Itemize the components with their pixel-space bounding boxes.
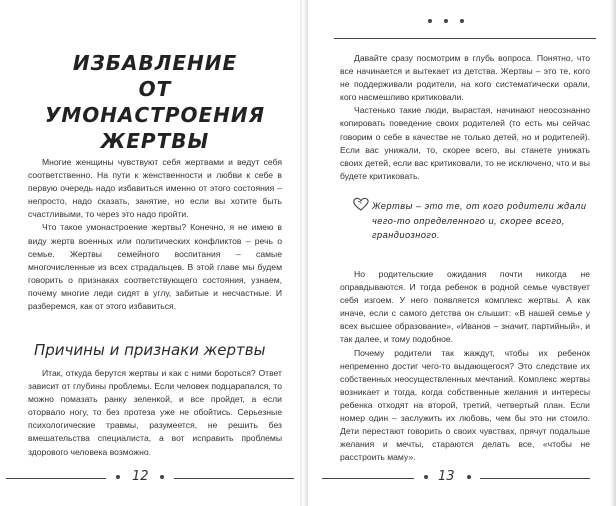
header-dot: [444, 19, 448, 23]
section-text: [28, 367, 282, 459]
intro-text: [28, 156, 282, 313]
heart-outline-icon: [352, 196, 370, 217]
page-edge: [610, 0, 616, 506]
right-paragraph-4: Почему родители так жаждут, чтобы их ребенок непременно достиг чего-то выдающегося? Это следствие их собственных неосуществленных мечтаний. Комплекс жертвы возникает и тогда, когда собственные желания и интересы ребенка отходят на второй, третий, четвертый план. Если номер один – заслужить их любовь, чем бы это ни стоило. Дети перестают говорить о своих чувствах, прячут подальше желания и мечты, стараются делать все, «чтобы не расстроить маму».: [340, 347, 590, 463]
left-footer-rule-right: [174, 478, 294, 479]
chapter-title-line-1: ИЗБАВЛЕНИЕ: [72, 51, 238, 75]
right-paragraph-2: Частенько такие люди, вырастая, начинают неосознанно копировать поведение своих родителей (то есть мы сейчас говорим о себе в качестве не только детей, но и родителей). Если вас унижали, то, скорее всего, вы станете унижать своих детей, если вас критиковали, то не исключено, что и вы будете критиковать.: [340, 105, 590, 181]
footer-dot: [467, 475, 471, 479]
right-paragraph-3: Но родительские ожидания почти никогда не оправдываются. И тогда ребенок в родной семье чувствует себя изгоем. У него появляется комплекс жертвы. А как иначе, если с самого детства он слышит: «В нашей семье у всех высшее образование», «Иванов – значит, партийный», и так далее, и тому подобное.: [340, 269, 590, 345]
right-header-rule: [334, 38, 596, 39]
right-page-number: 13: [438, 469, 455, 484]
section-heading: Причины и признаки жертвы: [34, 341, 266, 359]
right-footer-rule-left: [322, 478, 414, 479]
section-paragraph-1: Итак, откуда берутся жертвы и как с ними бороться? Ответ зависит от глубины проблемы. Если человек подцарапался, то можно помазать ранку зеленкой, и все пройдет, а если оторвало ногу, то без протеза уже не обойтись. Серьезные психологические травмы, разумеется, не решить без вмешательства специалиста, а вот исправить проблемы здорового человека возможно.: [28, 368, 282, 457]
chapter-title-line-2: ОТ УМОНАСТРОЕНИЯ: [44, 77, 266, 127]
right-footer-rule-right: [480, 478, 590, 479]
pull-quote: Жертвы – это те, от кого родители ждали чего-то определенного и, скорее всего, грандиозного.: [372, 201, 587, 240]
footer-dot: [424, 475, 428, 479]
left-page-number: 12: [132, 469, 149, 484]
right-bottom-text: [340, 268, 590, 464]
chapter-title-line-3: ЖЕРТВЫ: [100, 129, 210, 153]
header-dot: [460, 19, 464, 23]
header-dot: [428, 19, 432, 23]
intro-paragraph-1: Многие женщины чувствуют себя жертвами и ведут себя соответственно. На пути к женственности и любви к себе в первую очередь надо избавиться именно от этого состояния – непросто, надо сказать, занятие, но если вы хотите быть счастливыми, то через это надо пройти.: [28, 157, 282, 220]
book-gutter: [300, 0, 308, 506]
intro-paragraph-2: Что такое умонастроение жертвы? Конечно, я не имею в виду жертв военных или политических конфликтов – речь о семье. Жертвы семейного воспитания – самые многочисленные из всех страдальцев. В этой главе мы будем говорить о признаках соответствующего состояния, узнаем, почему многие леди сидят в углу, забитые и несчастные. И разберемся, как от этого избавиться.: [28, 222, 282, 312]
left-footer-rule-left: [6, 478, 106, 479]
footer-dot: [116, 475, 120, 479]
right-paragraph-1: Давайте сразу посмотрим в глубь вопроса. Понятно, что все начинается и вытекает из детства. Жертвы – это те, кого не поддерживали родители, на кого систематически орали, кого насмешливо критиковали.: [340, 53, 590, 103]
footer-dot: [160, 475, 164, 479]
chapter-title: [30, 50, 280, 154]
right-top-text: [340, 52, 590, 183]
